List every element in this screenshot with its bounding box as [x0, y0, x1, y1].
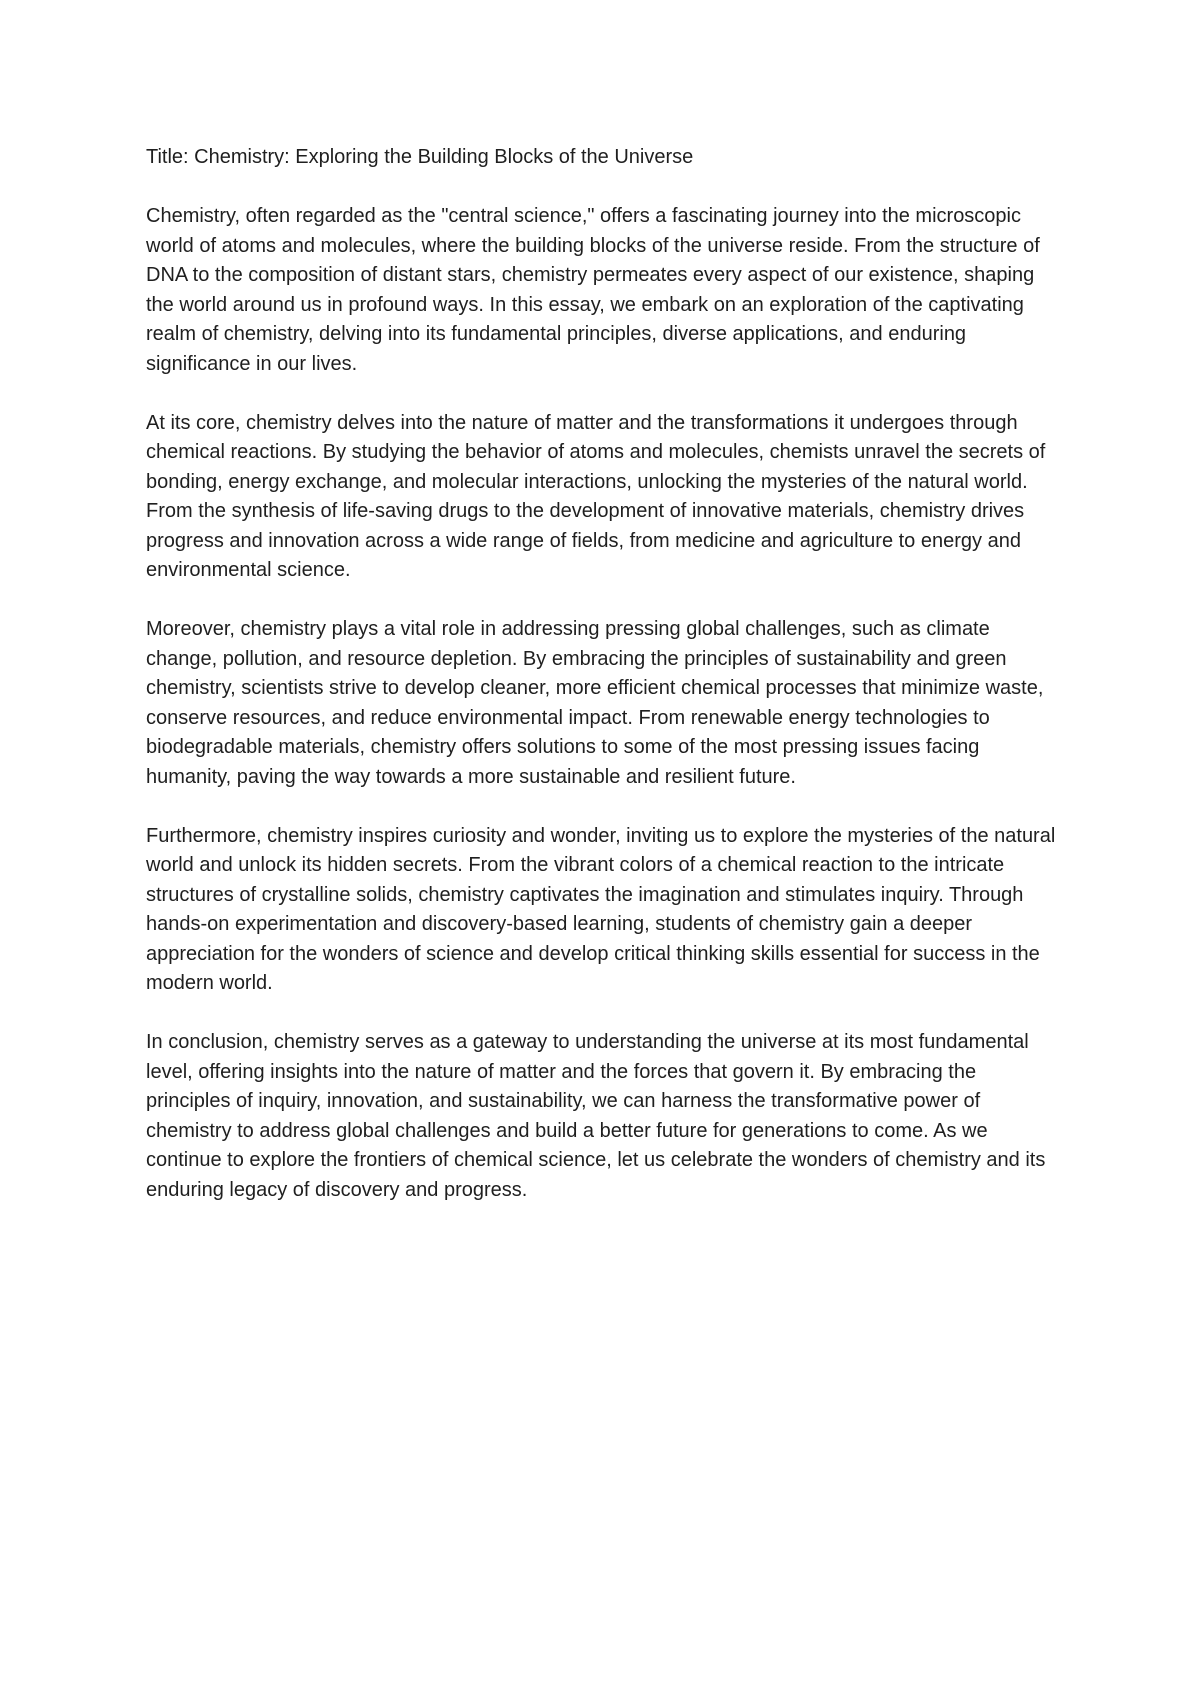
paragraph-global-challenges: Moreover, chemistry plays a vital role in addressing pressing global challenges, such as climate change, pollution, and resource depletion. By embracing the principles of sustainability and green chemistry, scientists strive to develop cleaner, more efficient chemical processes that minimize waste, conserve resources, and reduce environmental impact. From renewable energy technologies to biodegradable materials, chemistry offers solutions to some of the most pressing issues facing humanity, paving the way towards a more sustainable and resilient future. [146, 618, 1044, 788]
paragraph-core: At its core, chemistry delves into the nature of matter and the transformations it undergoes through chemical reactions. By studying the behavior of atoms and molecules, chemists unravel the secrets of bonding, energy exchange, and molecular interactions, unlocking the mysteries of the natural world. From the synthesis of life-saving drugs to the development of innovative materials, chemistry drives progress and innovation across a wide range of fields, from medicine and agriculture to energy and environmental science. [146, 411, 1046, 581]
document-title: Title: Chemistry: Exploring the Building Blocks of the Universe [146, 146, 694, 168]
paragraph-introduction: Chemistry, often regarded as the "central science," offers a fascinating journey into the microscopic world of atoms and molecules, where the building blocks of the universe reside. From the structure of DNA to the composition of distant stars, chemistry permeates every aspect of our existence, shaping the world around us in profound ways. In this essay, we embark on an exploration of the captivating realm of chemistry, delving into its fundamental principles, diverse applications, and enduring significance in our lives. [146, 205, 1040, 375]
paragraph-curiosity: Furthermore, chemistry inspires curiosity and wonder, inviting us to explore the mysteries of the natural world and unlock its hidden secrets. From the vibrant colors of a chemical reaction to the intricate structures of crystalline solids, chemistry captivates the imagination and stimulates inquiry. Through hands-on experimentation and discovery-based learning, students of chemistry gain a deeper appreciation for the wonders of science and develop critical thinking skills essential for success in the modern world. [146, 824, 1056, 994]
document-body [146, 143, 1066, 1235]
paragraph-conclusion: In conclusion, chemistry serves as a gateway to understanding the universe at its most fundamental level, offering insights into the nature of matter and the forces that govern it. By embracing the principles of inquiry, innovation, and sustainability, we can harness the transformative power of chemistry to address global challenges and build a better future for generations to come. As we continue to explore the frontiers of chemical science, let us celebrate the wonders of chemistry and its enduring legacy of discovery and progress. [146, 1031, 1046, 1201]
